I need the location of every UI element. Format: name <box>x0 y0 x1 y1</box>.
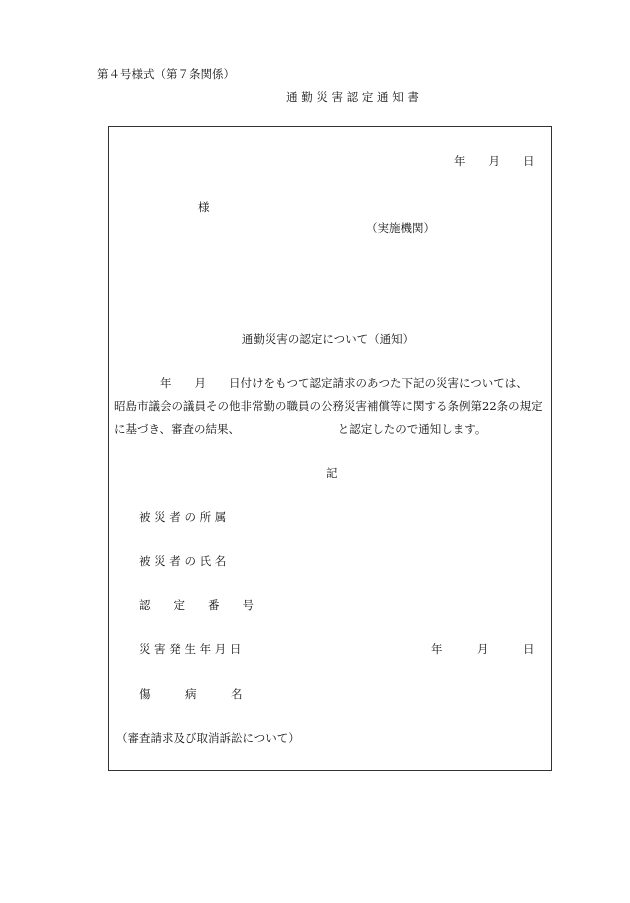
form-number: 第４号様式（第７条関係） <box>97 67 235 81</box>
item-incident-date-label: 災 害 発 生 年 月 日 <box>139 642 242 656</box>
notice-subject <box>0 331 630 347</box>
addressee-suffix: 様 <box>198 200 210 214</box>
item-incident-date-value: 年 月 日 <box>431 642 535 656</box>
appeal-note: （審査請求及び取消訴訟について） <box>116 731 300 745</box>
document-title-text: 通 勤 災 害 認 定 通 知 書 <box>286 90 419 104</box>
record-heading: 記 <box>326 466 338 480</box>
item-affiliation-label: 被 災 者 の 所 属 <box>139 510 227 524</box>
item-certification-number-label: 認 定 番 号 <box>139 598 254 612</box>
body-line-3: に基づき、審査の結果、 と認定したので通知します。 <box>114 422 487 436</box>
notice-subject-text: 通勤災害の認定について（通知） <box>241 332 415 346</box>
document-title <box>0 89 630 105</box>
notice-date: 年 月 日 <box>454 154 535 168</box>
body-line-2: 昭島市議会の議員その他非常勤の職員の公務災害補償等に関する条例第22条の規定 <box>114 399 543 413</box>
issuing-agency: （実施機関） <box>366 221 435 235</box>
item-name-label: 被 災 者 の 氏 名 <box>139 554 227 568</box>
item-injury-name-label: 傷 病 名 <box>139 687 243 701</box>
body-line-1: 年 月 日付けをもつて認定請求のあつた下記の災害については、 <box>114 376 528 390</box>
form-frame <box>108 126 552 771</box>
